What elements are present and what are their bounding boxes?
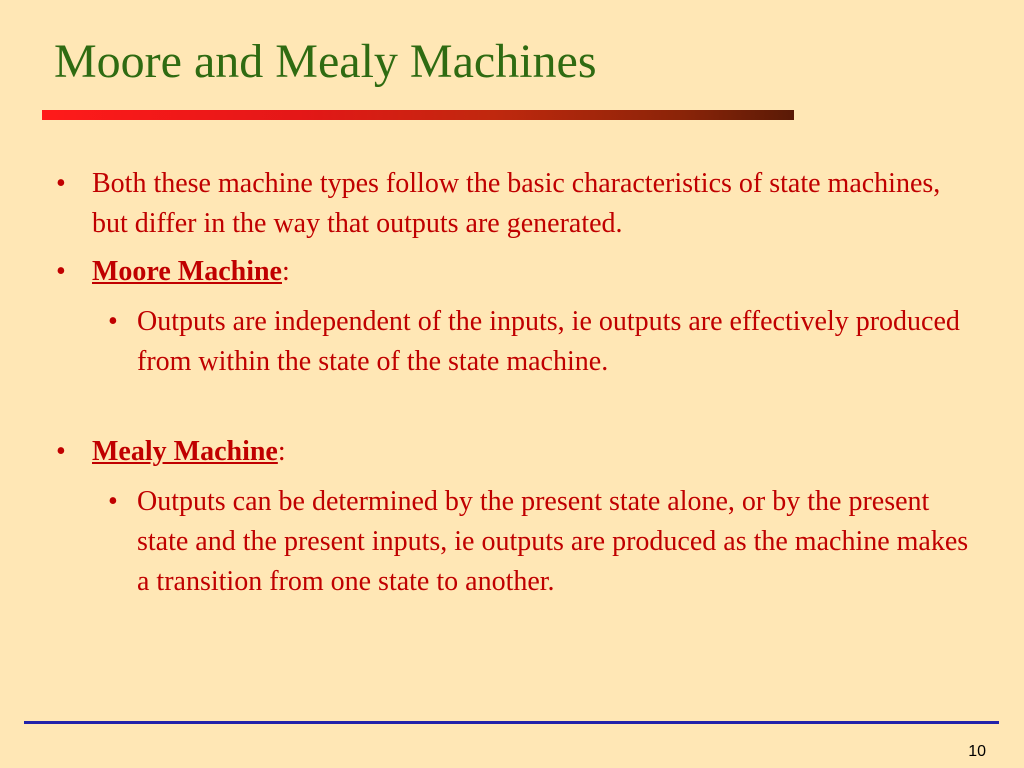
page-number: 10 [968, 743, 986, 760]
slide-title: Moore and Mealy Machines [54, 35, 597, 88]
title-underline-bar [42, 110, 794, 120]
moore-machine-term: Moore Machine [92, 256, 282, 287]
bullet-marker: • [56, 256, 66, 287]
sub-bullet-marker: • [108, 486, 118, 517]
sub-bullet-text: Outputs are independent of the inputs, ie outputs are effectively produced from within the state of the state machine. [137, 306, 960, 377]
bullet-heading [92, 252, 982, 292]
bullet-marker: • [56, 436, 66, 467]
sub-bullet-marker: • [108, 306, 118, 337]
bullet-text: Both these machine types follow the basic characteristics of state machines, but differ in the way that outputs are generated. [92, 168, 941, 239]
bullet-marker: • [56, 168, 66, 199]
term-suffix: : [277, 436, 286, 467]
bullet-heading [92, 432, 982, 472]
footer-rule [24, 721, 999, 724]
mealy-machine-term: Mealy Machine [92, 436, 278, 467]
term-suffix: : [281, 256, 290, 287]
sub-bullet-text: Outputs can be determined by the present state alone, or by the present state and the present inputs, ie outputs are produced as the machine makes a transition from one state to another. [137, 486, 969, 597]
